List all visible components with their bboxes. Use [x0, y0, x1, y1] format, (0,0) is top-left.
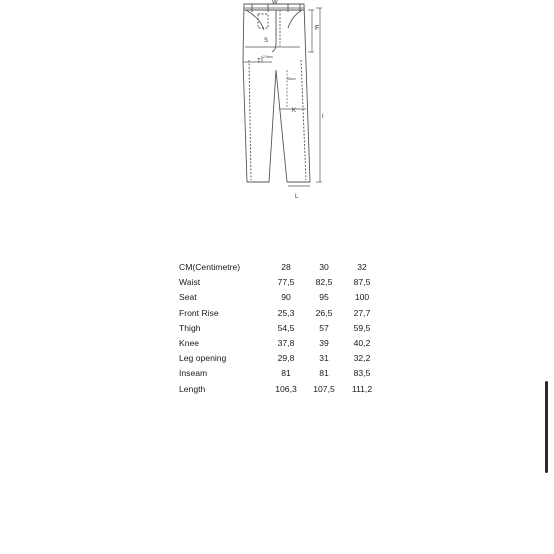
cell-value: 39 [319, 338, 329, 349]
cell-value: 27,7 [353, 307, 371, 318]
label-f: F [315, 25, 320, 32]
table-row [176, 290, 381, 305]
row-label: Waist [179, 277, 201, 288]
cell-value: 29,8 [277, 353, 295, 364]
pants-outline [243, 4, 310, 182]
label-k-offset: 33cm [287, 77, 296, 81]
table-row [176, 336, 381, 351]
cell-value: 106,3 [275, 383, 297, 394]
row-label: Leg opening [179, 353, 227, 364]
cell-value: 111,2 [351, 383, 373, 394]
cell-value: 90 [281, 292, 291, 303]
label-w: W [272, 0, 278, 6]
label-t: T [257, 59, 261, 65]
cell-value: 81 [281, 368, 291, 379]
cell-value: 100 [354, 292, 370, 303]
label-i: I [322, 114, 324, 120]
cell-value: 81 [319, 368, 329, 379]
header-size-30: 30 [319, 262, 329, 272]
row-label: Front Rise [179, 307, 219, 318]
cell-value: 37,8 [277, 338, 295, 349]
cell-value: 59,5 [353, 322, 371, 333]
cell-value: 107,5 [313, 383, 335, 394]
scrollbar[interactable] [545, 381, 548, 473]
table-row [176, 366, 381, 381]
size-table [176, 260, 381, 397]
cell-value: 83,5 [353, 368, 371, 379]
row-label: Length [179, 383, 206, 394]
cell-value: 87,5 [353, 277, 371, 288]
cell-value: 25,3 [277, 307, 295, 318]
row-label: Seat [179, 292, 197, 303]
table-header-row [176, 260, 381, 275]
cell-value: 31 [319, 353, 329, 364]
table-row [176, 275, 381, 290]
cell-value: 57 [319, 322, 329, 333]
label-s: S [264, 38, 269, 44]
label-k: K [292, 108, 297, 114]
cell-value: 40,2 [353, 338, 371, 349]
cell-value: 77,5 [277, 277, 295, 288]
cell-value: 95 [319, 292, 329, 303]
cell-value: 26,5 [315, 307, 333, 318]
header-size-32: 32 [357, 262, 367, 272]
pants-measurement-diagram [232, 0, 332, 200]
table-row [176, 306, 381, 321]
header-unit: CM(Centimetre) [179, 262, 241, 272]
table-row [176, 351, 381, 366]
row-label: Thigh [179, 322, 201, 333]
row-label: Knee [179, 338, 200, 349]
label-t-offset: 2.5cm [263, 55, 273, 59]
label-l: L [295, 194, 299, 200]
table-row [176, 382, 381, 397]
cell-value: 82,5 [315, 277, 333, 288]
cell-value: 32,2 [353, 353, 371, 364]
header-size-28: 28 [281, 262, 291, 272]
row-label: Inseam [179, 368, 208, 379]
cell-value: 54,5 [277, 322, 295, 333]
table-row [176, 321, 381, 336]
